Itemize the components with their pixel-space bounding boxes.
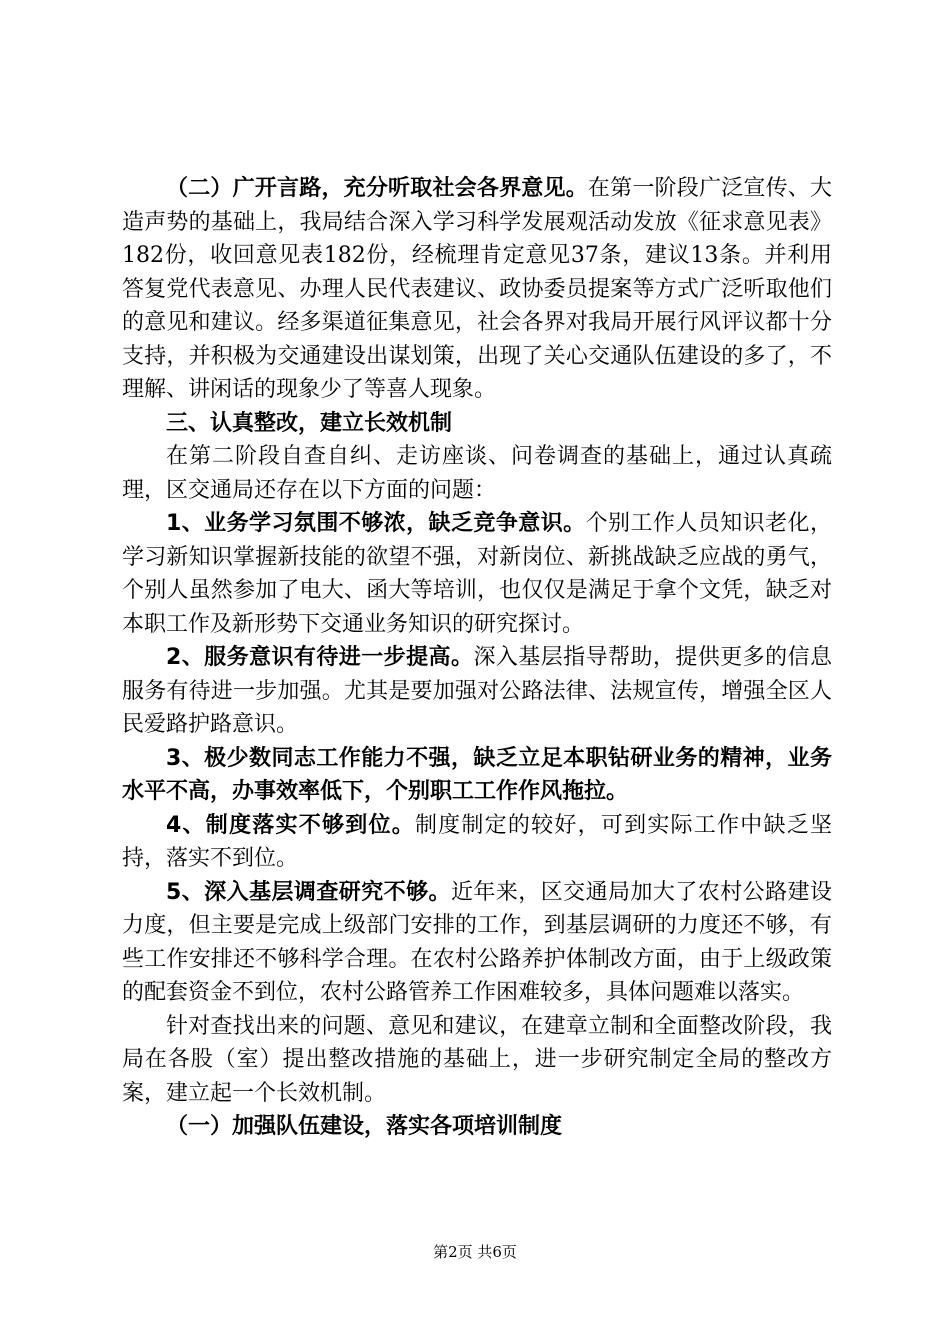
- paragraph-text: 制度制定的较好，可到实际工作中缺乏坚持，落实不到位。: [122, 812, 832, 871]
- paragraph-rectification-plan: [122, 1010, 832, 1111]
- paragraph-lead: 4、制度落实不够到位。: [166, 812, 415, 838]
- paragraph-text: 在第二阶段自查自纠、走访座谈、问卷调查的基础上，通过认真疏理，区交通局还存在以下方面的问题：: [122, 444, 832, 503]
- paragraph-problem-1: [122, 507, 832, 641]
- paragraph-problems-intro: [122, 440, 832, 507]
- paragraph-problem-3: [122, 742, 832, 809]
- paragraph-problem-5: [122, 876, 832, 1010]
- paragraph-text: 在第一阶段广泛宣传、大造声势的基础上，我局结合深入学习科学发展观活动发放《征求意见表》182份，收回意见表182份，经梳理肯定意见37条，建议13条。并利用答复党代表意见、办理人民代表建议、政协委员提案等方式广泛听取他们的意见和建议。经多渠道征集意见，社会各界对我局开展行风评议都十分支持，并积极为交通建设出谋划策，出现了关心交通队伍建设的多了，不理解、讲闲话的现象少了等喜人现象。: [122, 176, 832, 402]
- paragraph-text: 近年来，区交通局加大了农村公路建设力度，但主要是完成上级部门安排的工作，到基层调研的力度还不够，有些工作安排还不够科学合理。在农村公路养护体制改方面，由于上级政策的配套资金不到位，农村公路管养工作困难较多，具体问题难以落实。: [122, 879, 832, 1005]
- paragraph-lead: 1、业务学习氛围不够浓，缺乏竞争意识。: [166, 511, 586, 536]
- paragraph-lead: 3、极少数同志工作能力不强，缺乏立足本职钻研业务的精神，业务水平不高，办事效率低下，个别职工工作作风拖拉。: [122, 745, 832, 804]
- paragraph-problem-2: [122, 641, 832, 742]
- paragraph-text: 深入基层指导帮助，提供更多的信息服务有待进一步加强。尤其是要加强对公路法律、法规宣传，增强全区人民爱路护路意识。: [122, 645, 832, 737]
- paragraph-solicit-opinions: [122, 172, 832, 407]
- section-heading-rectification: 三、认真整改，建立长效机制: [166, 410, 453, 436]
- paragraph-lead: 5、深入基层调查研究不够。: [166, 879, 451, 905]
- paragraph-text: 个别工作人员知识老化，学习新知识掌握新技能的欲望不强，对新岗位、新挑战缺乏应战的勇气，个别人虽然参加了电大、函大等培训，也仅仅是满足于拿个文凭，缺乏对本职工作及新形势下交通业务知识的研究探讨。: [122, 511, 832, 637]
- paragraph-problem-4: [122, 809, 832, 876]
- document-body: [122, 172, 832, 1144]
- subsection-heading-team-building: （一）加强队伍建设，落实各项培训制度: [166, 1114, 563, 1139]
- page-footer: 第2页 共6页: [433, 1243, 517, 1261]
- paragraph-text: 针对查找出来的问题、意见和建议，在建章立制和全面整改阶段，我局在各股（室）提出整改措施的基础上，进一步研究制定全局的整改方案，建立起一个长效机制。: [122, 1013, 832, 1106]
- paragraph-lead: 2、服务意识有待进一步提高。: [166, 645, 474, 670]
- paragraph-lead: （二）广开言路，充分听取社会各界意见。: [166, 176, 588, 201]
